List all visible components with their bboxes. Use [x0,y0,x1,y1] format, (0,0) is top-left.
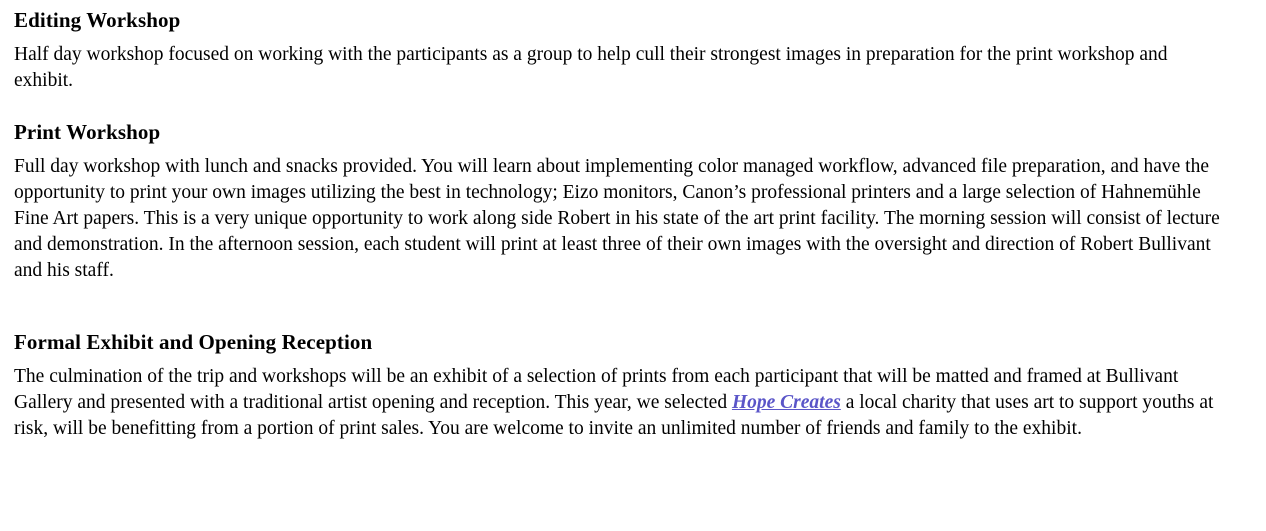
section-paragraph: Half day workshop focused on working with the participants as a group to help cull their strongest images in preparation for the print workshop and exhibit. [14,44,1168,92]
section-heading-print-workshop: Print Workshop [14,120,161,145]
section-heading-formal-exhibit: Formal Exhibit and Opening Reception [14,330,373,355]
section-editing-workshop [14,8,1222,94]
section-formal-exhibit [14,330,1222,442]
page-title: Editing Workshop [14,8,181,32]
paragraph-text-after-link: a local charity that uses art to support youths at risk, will be benefitting from a portion of print sales. You are welcome to invite an unlimited number of friends and family to the exhibit. [14,392,1214,440]
hope-creates-link[interactable]: Hope Creates [731,392,841,414]
section-paragraph [14,364,1222,442]
paragraph-text-before-link: The culmination of the trip and workshops will be an exhibit of a selection of prints from each participant that will be matted and framed at Bullivant Gallery and presented with a traditional artist opening and reception. This year, we selected [14,366,1179,414]
section-print-workshop [14,120,1222,284]
section-paragraph: Full day workshop with lunch and snacks provided. You will learn about implementing color managed workflow, advanced file preparation, and have the opportunity to print your own images utilizing the best in technology; Eizo monitors, Canon’s professional printers and a large selection of Hahnemühle Fine Art papers. This is a very unique opportunity to work along side Robert in his state of the art print facility. The morning session will consist of lecture and demonstration. In the afternoon session, each student will print at least three of their own images with the oversight and direction of Robert Bullivant and his staff. [14,156,1220,282]
